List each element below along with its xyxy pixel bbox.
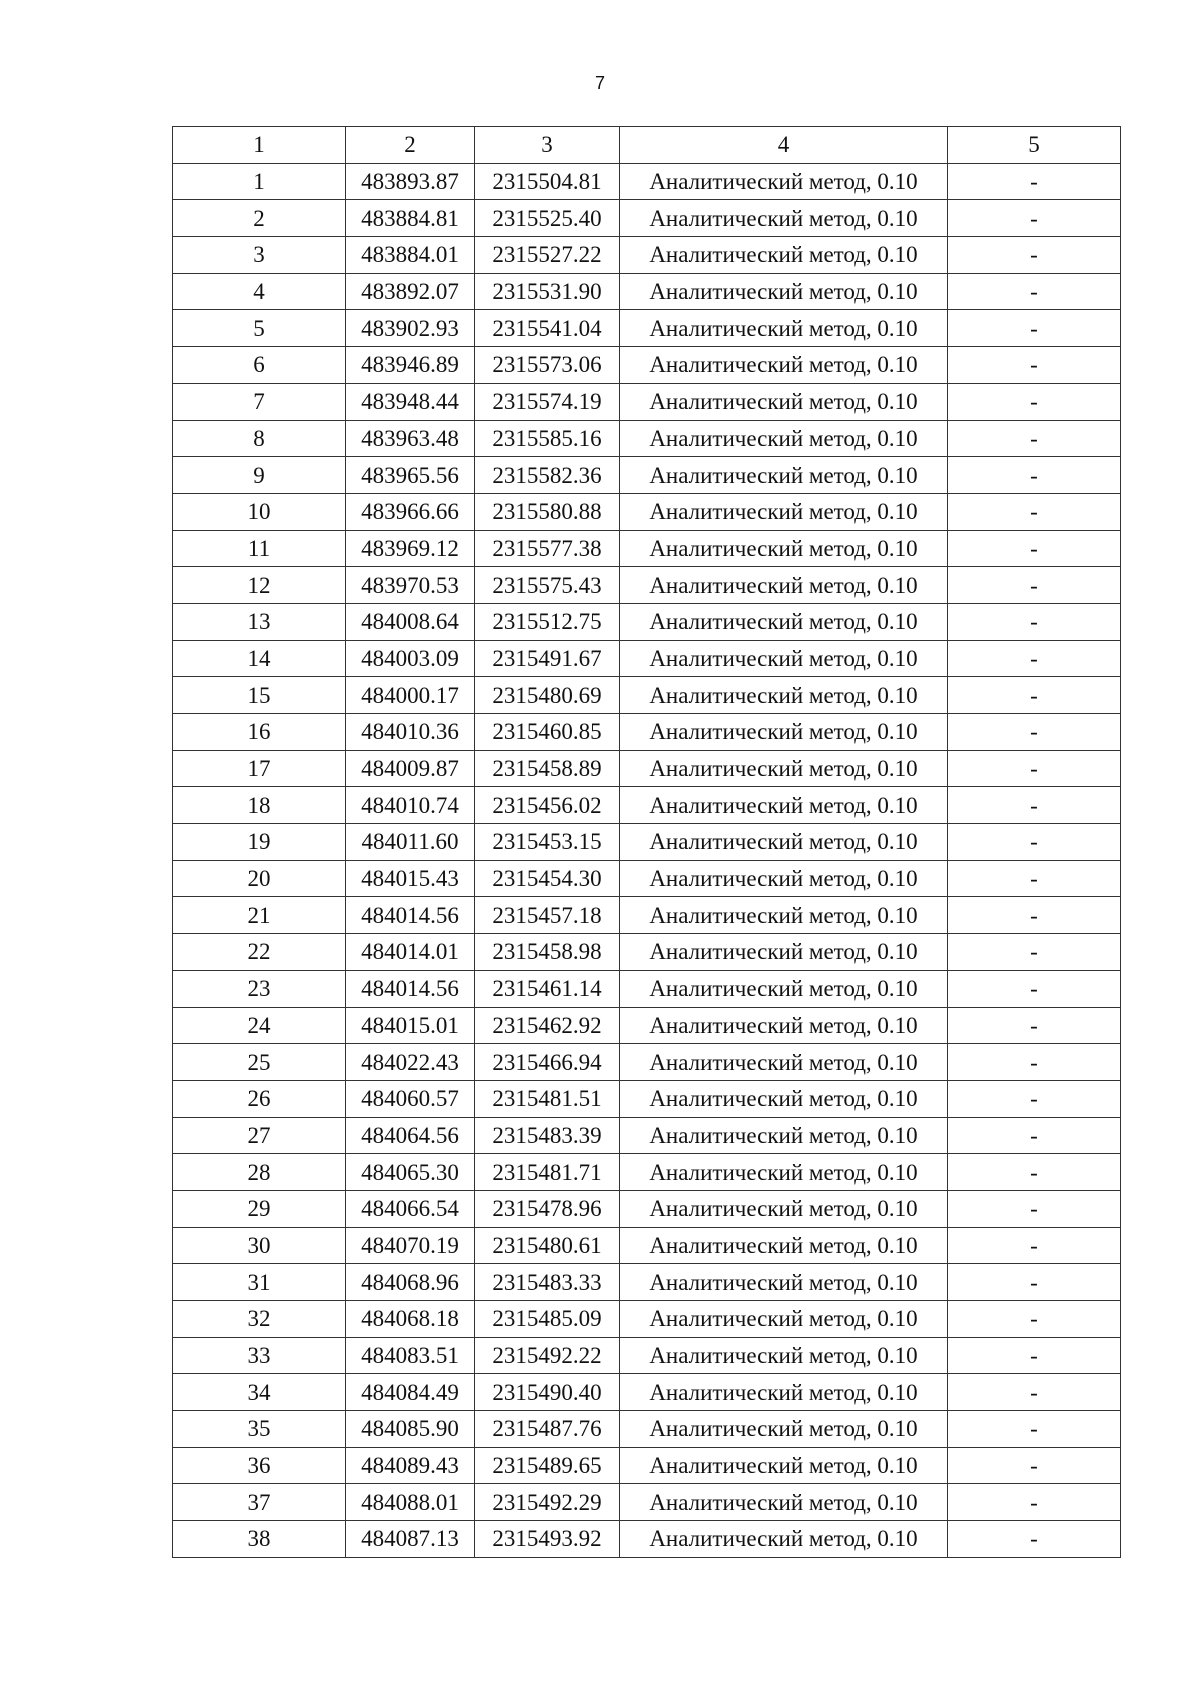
table-row [173, 1227, 1121, 1264]
point-number-cell: 31 [173, 1264, 346, 1301]
method-accuracy-cell: Аналитический метод, 0.10 [620, 640, 948, 677]
method-accuracy-cell: Аналитический метод, 0.10 [620, 824, 948, 861]
x-coordinate-cell: 484000.17 [346, 677, 475, 714]
table-row [173, 567, 1121, 604]
method-accuracy-cell: Аналитический метод, 0.10 [620, 1337, 948, 1374]
method-accuracy-cell: Аналитический метод, 0.10 [620, 1227, 948, 1264]
x-coordinate-cell: 484003.09 [346, 640, 475, 677]
note-cell: - [948, 750, 1121, 787]
point-number-cell: 2 [173, 200, 346, 237]
x-coordinate-cell: 483892.07 [346, 273, 475, 310]
table-row [173, 1521, 1121, 1558]
y-coordinate-cell: 2315458.89 [475, 750, 620, 787]
point-number-cell: 12 [173, 567, 346, 604]
note-cell: - [948, 163, 1121, 200]
point-number-cell: 3 [173, 237, 346, 274]
y-coordinate-cell: 2315461.14 [475, 970, 620, 1007]
note-cell: - [948, 1337, 1121, 1374]
note-cell: - [948, 640, 1121, 677]
y-coordinate-cell: 2315580.88 [475, 493, 620, 530]
x-coordinate-cell: 484084.49 [346, 1374, 475, 1411]
method-accuracy-cell: Аналитический метод, 0.10 [620, 1301, 948, 1338]
x-coordinate-cell: 483963.48 [346, 420, 475, 457]
table-row [173, 1484, 1121, 1521]
x-coordinate-cell: 484064.56 [346, 1117, 475, 1154]
note-cell: - [948, 714, 1121, 751]
note-cell: - [948, 567, 1121, 604]
column-header-2: 2 [346, 127, 475, 164]
table-row [173, 1190, 1121, 1227]
table-row [173, 934, 1121, 971]
method-accuracy-cell: Аналитический метод, 0.10 [620, 750, 948, 787]
point-number-cell: 7 [173, 383, 346, 420]
y-coordinate-cell: 2315577.38 [475, 530, 620, 567]
y-coordinate-cell: 2315504.81 [475, 163, 620, 200]
method-accuracy-cell: Аналитический метод, 0.10 [620, 1264, 948, 1301]
y-coordinate-cell: 2315492.29 [475, 1484, 620, 1521]
method-accuracy-cell: Аналитический метод, 0.10 [620, 1521, 948, 1558]
method-accuracy-cell: Аналитический метод, 0.10 [620, 677, 948, 714]
x-coordinate-cell: 484009.87 [346, 750, 475, 787]
x-coordinate-cell: 483966.66 [346, 493, 475, 530]
table-row [173, 1007, 1121, 1044]
y-coordinate-cell: 2315574.19 [475, 383, 620, 420]
point-number-cell: 25 [173, 1044, 346, 1081]
point-number-cell: 22 [173, 934, 346, 971]
table-row [173, 824, 1121, 861]
x-coordinate-cell: 484066.54 [346, 1190, 475, 1227]
point-number-cell: 16 [173, 714, 346, 751]
point-number-cell: 23 [173, 970, 346, 1007]
table-row [173, 750, 1121, 787]
point-number-cell: 15 [173, 677, 346, 714]
y-coordinate-cell: 2315585.16 [475, 420, 620, 457]
y-coordinate-cell: 2315531.90 [475, 273, 620, 310]
point-number-cell: 37 [173, 1484, 346, 1521]
table-header-row [173, 127, 1121, 164]
point-number-cell: 26 [173, 1080, 346, 1117]
note-cell: - [948, 677, 1121, 714]
y-coordinate-cell: 2315483.39 [475, 1117, 620, 1154]
table-row [173, 897, 1121, 934]
y-coordinate-cell: 2315527.22 [475, 237, 620, 274]
note-cell: - [948, 1411, 1121, 1448]
note-cell: - [948, 1447, 1121, 1484]
table-row [173, 420, 1121, 457]
x-coordinate-cell: 484068.96 [346, 1264, 475, 1301]
point-number-cell: 4 [173, 273, 346, 310]
method-accuracy-cell: Аналитический метод, 0.10 [620, 1447, 948, 1484]
y-coordinate-cell: 2315492.22 [475, 1337, 620, 1374]
y-coordinate-cell: 2315480.69 [475, 677, 620, 714]
method-accuracy-cell: Аналитический метод, 0.10 [620, 1190, 948, 1227]
point-number-cell: 38 [173, 1521, 346, 1558]
column-header-4: 4 [620, 127, 948, 164]
y-coordinate-cell: 2315575.43 [475, 567, 620, 604]
point-number-cell: 1 [173, 163, 346, 200]
x-coordinate-cell: 484060.57 [346, 1080, 475, 1117]
table-row [173, 1117, 1121, 1154]
method-accuracy-cell: Аналитический метод, 0.10 [620, 1154, 948, 1191]
point-number-cell: 11 [173, 530, 346, 567]
x-coordinate-cell: 484089.43 [346, 1447, 475, 1484]
note-cell: - [948, 1374, 1121, 1411]
point-number-cell: 28 [173, 1154, 346, 1191]
note-cell: - [948, 1117, 1121, 1154]
note-cell: - [948, 273, 1121, 310]
note-cell: - [948, 1301, 1121, 1338]
note-cell: - [948, 200, 1121, 237]
table-row [173, 493, 1121, 530]
point-number-cell: 13 [173, 603, 346, 640]
x-coordinate-cell: 483893.87 [346, 163, 475, 200]
x-coordinate-cell: 483969.12 [346, 530, 475, 567]
y-coordinate-cell: 2315487.76 [475, 1411, 620, 1448]
method-accuracy-cell: Аналитический метод, 0.10 [620, 273, 948, 310]
note-cell: - [948, 1007, 1121, 1044]
table-row [173, 1411, 1121, 1448]
method-accuracy-cell: Аналитический метод, 0.10 [620, 457, 948, 494]
y-coordinate-cell: 2315541.04 [475, 310, 620, 347]
y-coordinate-cell: 2315582.36 [475, 457, 620, 494]
method-accuracy-cell: Аналитический метод, 0.10 [620, 934, 948, 971]
method-accuracy-cell: Аналитический метод, 0.10 [620, 493, 948, 530]
note-cell: - [948, 457, 1121, 494]
note-cell: - [948, 1080, 1121, 1117]
point-number-cell: 9 [173, 457, 346, 494]
point-number-cell: 24 [173, 1007, 346, 1044]
x-coordinate-cell: 483902.93 [346, 310, 475, 347]
table-row [173, 200, 1121, 237]
method-accuracy-cell: Аналитический метод, 0.10 [620, 860, 948, 897]
point-number-cell: 35 [173, 1411, 346, 1448]
y-coordinate-cell: 2315480.61 [475, 1227, 620, 1264]
x-coordinate-cell: 484014.56 [346, 897, 475, 934]
method-accuracy-cell: Аналитический метод, 0.10 [620, 1080, 948, 1117]
point-number-cell: 5 [173, 310, 346, 347]
note-cell: - [948, 1484, 1121, 1521]
table-row [173, 1264, 1121, 1301]
note-cell: - [948, 603, 1121, 640]
point-number-cell: 6 [173, 347, 346, 384]
y-coordinate-cell: 2315466.94 [475, 1044, 620, 1081]
point-number-cell: 32 [173, 1301, 346, 1338]
method-accuracy-cell: Аналитический метод, 0.10 [620, 237, 948, 274]
method-accuracy-cell: Аналитический метод, 0.10 [620, 1411, 948, 1448]
y-coordinate-cell: 2315453.15 [475, 824, 620, 861]
y-coordinate-cell: 2315478.96 [475, 1190, 620, 1227]
point-number-cell: 18 [173, 787, 346, 824]
point-number-cell: 34 [173, 1374, 346, 1411]
point-number-cell: 19 [173, 824, 346, 861]
table-row [173, 310, 1121, 347]
table-row [173, 1374, 1121, 1411]
point-number-cell: 20 [173, 860, 346, 897]
note-cell: - [948, 897, 1121, 934]
note-cell: - [948, 787, 1121, 824]
table-row [173, 163, 1121, 200]
method-accuracy-cell: Аналитический метод, 0.10 [620, 1117, 948, 1154]
note-cell: - [948, 1227, 1121, 1264]
x-coordinate-cell: 484010.36 [346, 714, 475, 751]
method-accuracy-cell: Аналитический метод, 0.10 [620, 347, 948, 384]
point-number-cell: 27 [173, 1117, 346, 1154]
y-coordinate-cell: 2315456.02 [475, 787, 620, 824]
y-coordinate-cell: 2315462.92 [475, 1007, 620, 1044]
note-cell: - [948, 383, 1121, 420]
note-cell: - [948, 347, 1121, 384]
table-row [173, 457, 1121, 494]
point-number-cell: 10 [173, 493, 346, 530]
x-coordinate-cell: 483948.44 [346, 383, 475, 420]
x-coordinate-cell: 484008.64 [346, 603, 475, 640]
note-cell: - [948, 1264, 1121, 1301]
point-number-cell: 14 [173, 640, 346, 677]
table-row [173, 860, 1121, 897]
column-header-3: 3 [475, 127, 620, 164]
method-accuracy-cell: Аналитический метод, 0.10 [620, 530, 948, 567]
note-cell: - [948, 237, 1121, 274]
coordinates-table [172, 126, 1121, 1558]
point-number-cell: 17 [173, 750, 346, 787]
table-row [173, 787, 1121, 824]
note-cell: - [948, 310, 1121, 347]
y-coordinate-cell: 2315489.65 [475, 1447, 620, 1484]
table-row [173, 1337, 1121, 1374]
table-row [173, 677, 1121, 714]
table-row [173, 1080, 1121, 1117]
y-coordinate-cell: 2315512.75 [475, 603, 620, 640]
table-row [173, 383, 1121, 420]
point-number-cell: 30 [173, 1227, 346, 1264]
x-coordinate-cell: 484014.56 [346, 970, 475, 1007]
method-accuracy-cell: Аналитический метод, 0.10 [620, 383, 948, 420]
method-accuracy-cell: Аналитический метод, 0.10 [620, 163, 948, 200]
x-coordinate-cell: 484068.18 [346, 1301, 475, 1338]
method-accuracy-cell: Аналитический метод, 0.10 [620, 1484, 948, 1521]
method-accuracy-cell: Аналитический метод, 0.10 [620, 200, 948, 237]
note-cell: - [948, 970, 1121, 1007]
note-cell: - [948, 493, 1121, 530]
method-accuracy-cell: Аналитический метод, 0.10 [620, 1007, 948, 1044]
column-header-1: 1 [173, 127, 346, 164]
table-row [173, 1301, 1121, 1338]
method-accuracy-cell: Аналитический метод, 0.10 [620, 567, 948, 604]
note-cell: - [948, 934, 1121, 971]
method-accuracy-cell: Аналитический метод, 0.10 [620, 714, 948, 751]
table-row [173, 347, 1121, 384]
table-row [173, 1447, 1121, 1484]
x-coordinate-cell: 484070.19 [346, 1227, 475, 1264]
table-row [173, 530, 1121, 567]
method-accuracy-cell: Аналитический метод, 0.10 [620, 1044, 948, 1081]
point-number-cell: 36 [173, 1447, 346, 1484]
x-coordinate-cell: 483946.89 [346, 347, 475, 384]
method-accuracy-cell: Аналитический метод, 0.10 [620, 603, 948, 640]
x-coordinate-cell: 484014.01 [346, 934, 475, 971]
y-coordinate-cell: 2315460.85 [475, 714, 620, 751]
method-accuracy-cell: Аналитический метод, 0.10 [620, 1374, 948, 1411]
note-cell: - [948, 824, 1121, 861]
point-number-cell: 29 [173, 1190, 346, 1227]
table-row [173, 640, 1121, 677]
x-coordinate-cell: 483884.81 [346, 200, 475, 237]
note-cell: - [948, 1190, 1121, 1227]
y-coordinate-cell: 2315490.40 [475, 1374, 620, 1411]
x-coordinate-cell: 483965.56 [346, 457, 475, 494]
page-number: 7 [594, 73, 605, 93]
table-row [173, 1154, 1121, 1191]
table-row [173, 1044, 1121, 1081]
point-number-cell: 33 [173, 1337, 346, 1374]
note-cell: - [948, 420, 1121, 457]
x-coordinate-cell: 483884.01 [346, 237, 475, 274]
y-coordinate-cell: 2315483.33 [475, 1264, 620, 1301]
x-coordinate-cell: 484015.43 [346, 860, 475, 897]
table-row [173, 237, 1121, 274]
note-cell: - [948, 860, 1121, 897]
x-coordinate-cell: 484087.13 [346, 1521, 475, 1558]
y-coordinate-cell: 2315491.67 [475, 640, 620, 677]
x-coordinate-cell: 484015.01 [346, 1007, 475, 1044]
y-coordinate-cell: 2315525.40 [475, 200, 620, 237]
y-coordinate-cell: 2315481.71 [475, 1154, 620, 1191]
x-coordinate-cell: 484085.90 [346, 1411, 475, 1448]
table-row [173, 273, 1121, 310]
y-coordinate-cell: 2315485.09 [475, 1301, 620, 1338]
x-coordinate-cell: 483970.53 [346, 567, 475, 604]
x-coordinate-cell: 484010.74 [346, 787, 475, 824]
table-body [173, 163, 1121, 1557]
y-coordinate-cell: 2315454.30 [475, 860, 620, 897]
method-accuracy-cell: Аналитический метод, 0.10 [620, 310, 948, 347]
y-coordinate-cell: 2315481.51 [475, 1080, 620, 1117]
method-accuracy-cell: Аналитический метод, 0.10 [620, 970, 948, 1007]
note-cell: - [948, 1044, 1121, 1081]
note-cell: - [948, 1521, 1121, 1558]
method-accuracy-cell: Аналитический метод, 0.10 [620, 787, 948, 824]
x-coordinate-cell: 484083.51 [346, 1337, 475, 1374]
note-cell: - [948, 530, 1121, 567]
x-coordinate-cell: 484022.43 [346, 1044, 475, 1081]
method-accuracy-cell: Аналитический метод, 0.10 [620, 420, 948, 457]
y-coordinate-cell: 2315493.92 [475, 1521, 620, 1558]
point-number-cell: 8 [173, 420, 346, 457]
table-row [173, 714, 1121, 751]
method-accuracy-cell: Аналитический метод, 0.10 [620, 897, 948, 934]
x-coordinate-cell: 484088.01 [346, 1484, 475, 1521]
note-cell: - [948, 1154, 1121, 1191]
point-number-cell: 21 [173, 897, 346, 934]
y-coordinate-cell: 2315458.98 [475, 934, 620, 971]
column-header-5: 5 [948, 127, 1121, 164]
table-row [173, 970, 1121, 1007]
x-coordinate-cell: 484011.60 [346, 824, 475, 861]
y-coordinate-cell: 2315573.06 [475, 347, 620, 384]
x-coordinate-cell: 484065.30 [346, 1154, 475, 1191]
table-row [173, 603, 1121, 640]
y-coordinate-cell: 2315457.18 [475, 897, 620, 934]
